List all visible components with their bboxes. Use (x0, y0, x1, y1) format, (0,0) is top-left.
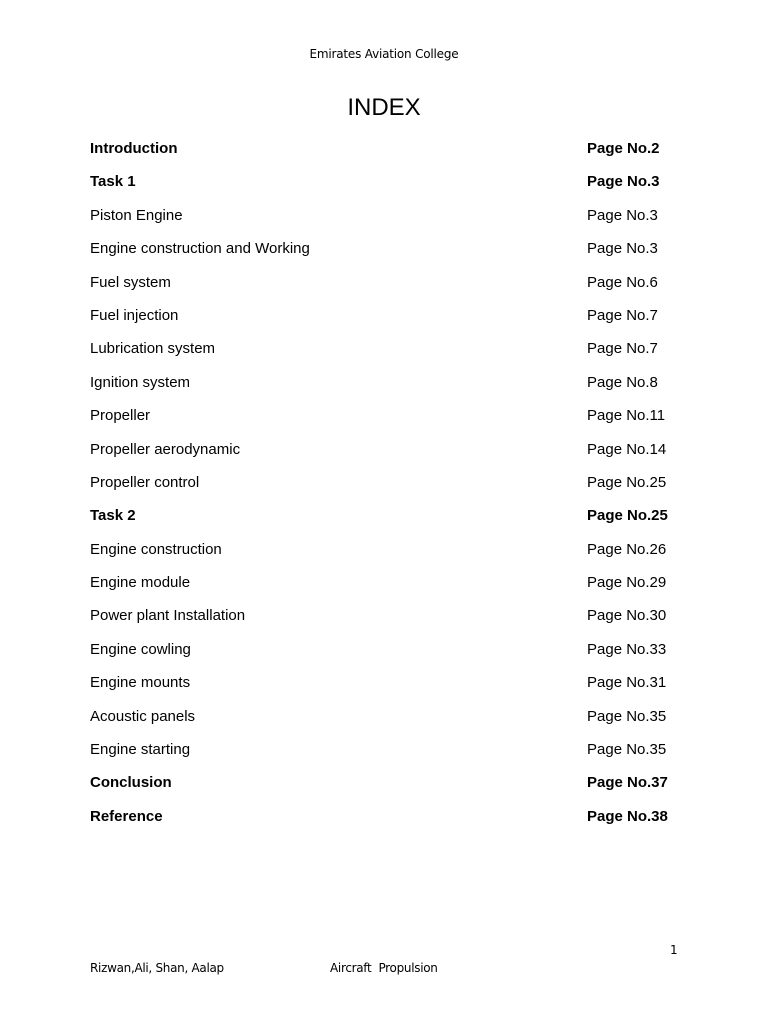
toc-entry-label: Engine starting (90, 741, 191, 759)
toc-entry (90, 606, 690, 639)
toc-entry-page: Page No.31 (587, 674, 667, 692)
toc-entry-page: Page No.3 (587, 240, 658, 258)
toc-entry-label: Fuel injection (90, 306, 179, 324)
toc-entry (90, 640, 690, 673)
toc-entry (90, 473, 690, 506)
toc-entry-label: Ignition system (90, 373, 191, 391)
toc-entry (90, 206, 690, 239)
toc-entry (90, 506, 690, 539)
toc-entry (90, 239, 690, 272)
toc-entry (90, 339, 690, 372)
toc-entry (90, 139, 690, 172)
toc-entry-page: Page No.33 (587, 640, 667, 658)
toc-entry-page: Page No.11 (587, 407, 666, 425)
page-title: INDEX (347, 94, 421, 121)
toc-entry-label: Task 1 (90, 173, 136, 191)
toc-entry-label: Task 2 (90, 507, 136, 525)
toc-entry-label: Conclusion (90, 774, 172, 792)
toc-entry-label: Propeller (90, 407, 151, 425)
toc-entry (90, 773, 690, 806)
toc-entry-page: Page No.14 (587, 440, 667, 458)
toc-entry-label: Engine mounts (90, 674, 191, 692)
footer-authors: Rizwan,Ali, Shan, Aalap (90, 961, 224, 975)
toc-entry-page: Page No.35 (587, 707, 667, 725)
toc-entry-page: Page No.8 (587, 373, 658, 391)
toc-entry-page: Page No.6 (587, 273, 658, 291)
toc-entry-label: Power plant Installation (90, 607, 246, 625)
toc-entry-page: Page No.25 (587, 473, 667, 491)
toc-entry-label: Engine cowling (90, 640, 191, 658)
toc-entry-page: Page No.25 (587, 507, 668, 525)
toc-entry (90, 740, 690, 773)
toc-entry-label: Lubrication system (90, 340, 216, 358)
toc-entry (90, 273, 690, 306)
toc-entry-label: Piston Engine (90, 206, 183, 224)
toc-entry (90, 707, 690, 740)
toc-entry-label: Engine construction and Working (90, 240, 310, 258)
toc-entry (90, 807, 690, 840)
document-header: Emirates Aviation College (309, 47, 459, 61)
footer-course: Aircraft Propulsion (330, 961, 438, 975)
toc-entry (90, 573, 690, 606)
toc-entry-page: Page No.7 (587, 340, 658, 358)
toc-entry (90, 306, 690, 339)
table-of-contents (90, 139, 690, 840)
toc-entry-label: Engine construction (90, 540, 222, 558)
toc-entry-label: Engine module (90, 574, 191, 592)
toc-entry-page: Page No.26 (587, 540, 667, 558)
toc-entry-page: Page No.30 (587, 607, 667, 625)
toc-entry-label: Propeller control (90, 473, 200, 491)
toc-entry-page: Page No.37 (587, 774, 668, 792)
toc-entry-label: Propeller aerodynamic (90, 440, 241, 458)
toc-entry-page: Page No.2 (587, 140, 660, 157)
toc-entry (90, 673, 690, 706)
toc-entry (90, 540, 690, 573)
page-number: 1 (670, 943, 678, 957)
toc-entry (90, 172, 690, 205)
toc-entry-label: Fuel system (90, 273, 171, 291)
toc-entry-label: Introduction (90, 140, 178, 157)
toc-entry (90, 406, 690, 439)
toc-entry-page: Page No.7 (587, 306, 658, 324)
toc-entry-label: Reference (90, 807, 163, 825)
toc-entry (90, 440, 690, 473)
toc-entry-page: Page No.38 (587, 807, 668, 825)
toc-entry (90, 373, 690, 406)
toc-entry-page: Page No.3 (587, 206, 658, 224)
toc-entry-page: Page No.3 (587, 173, 660, 191)
toc-entry-page: Page No.29 (587, 574, 667, 592)
toc-entry-label: Acoustic panels (90, 707, 196, 725)
toc-entry-page: Page No.35 (587, 741, 667, 759)
